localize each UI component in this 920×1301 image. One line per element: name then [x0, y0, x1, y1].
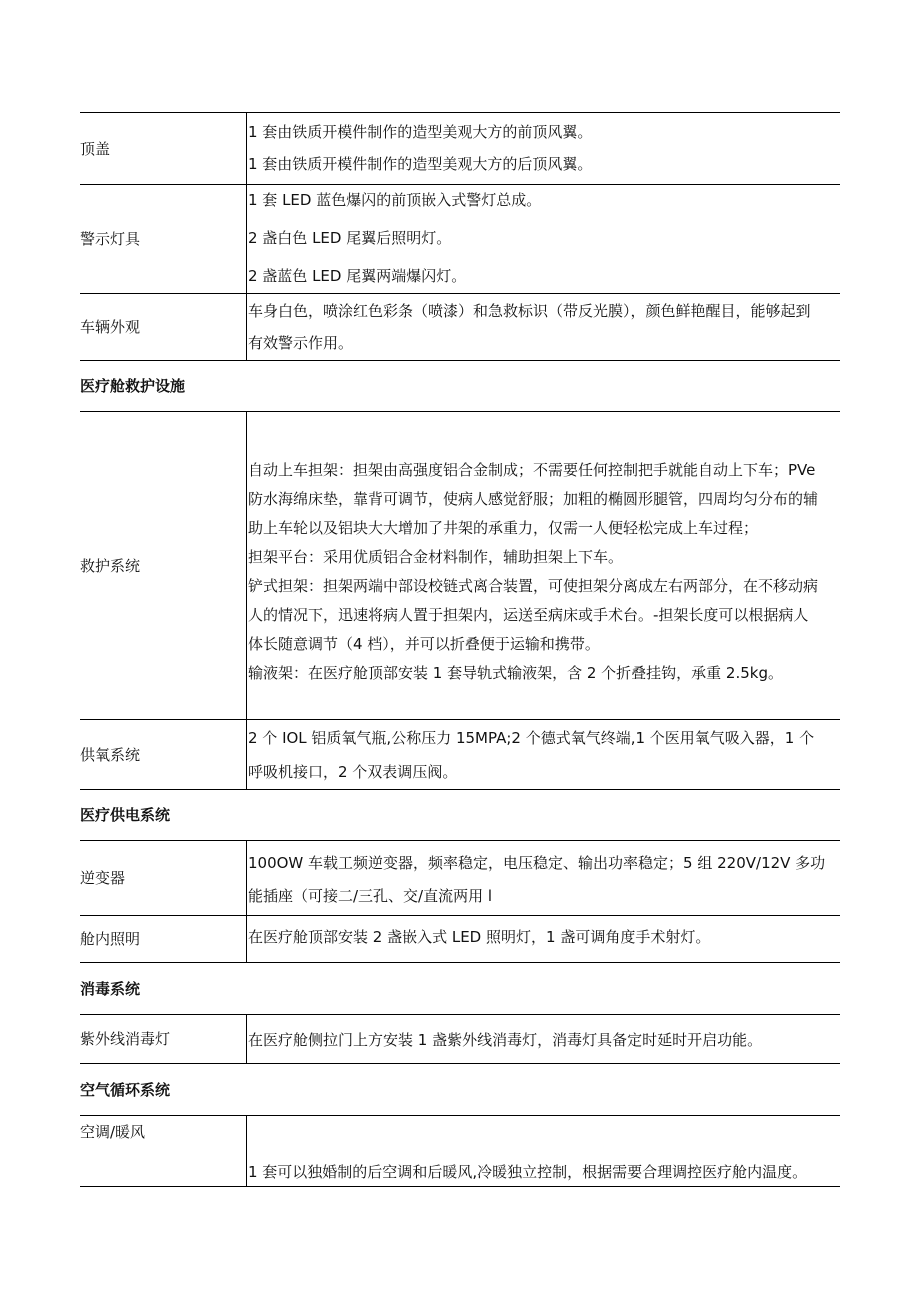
content-line: 铲式担架：担架两端中部设校链式离合装置，可使担架分离成左右两部分，在不移动病 — [248, 577, 819, 595]
row-label: 顶盖 — [80, 113, 247, 184]
table-row-warning-lights — [80, 185, 840, 294]
content-line: 1 套 LED 蓝色爆闪的前顶嵌入式警灯总成。 — [248, 191, 542, 209]
table-row-uv-lamp — [80, 1015, 840, 1064]
section-title-air: 空气循环系统 — [80, 1064, 840, 1116]
row-content — [247, 294, 840, 360]
row-content — [247, 185, 840, 293]
row-content — [247, 113, 840, 184]
row-content — [247, 720, 840, 789]
section-title-power: 医疗供电系统 — [80, 790, 840, 841]
spec-table — [80, 112, 840, 1187]
row-label: 车辆外观 — [80, 294, 247, 360]
row-label: 供氧系统 — [80, 720, 247, 789]
content-line: 助上车轮以及铝块大大增加了井架的承重力，仅需一人便轻松完成上车过程； — [248, 519, 759, 537]
row-label: 警示灯具 — [80, 185, 247, 293]
content-line: 100OW 车载工频逆变器，频率稳定，电压稳定、输出功率稳定；5 组 220V/12V 多功 — [248, 854, 826, 872]
section-title-disinfect: 消毒系统 — [80, 963, 840, 1015]
content-line: 呼吸机接口，2 个双表调压阀。 — [248, 763, 458, 781]
content-line: 防水海绵床垫，靠背可调节，使病人感觉舒服；加粗的椭圆形腿管，四周均匀分布的辅 — [248, 490, 819, 508]
section-title-rescue: 医疗舱救护设施 — [80, 361, 840, 412]
row-label: 空调/暖风 — [80, 1116, 247, 1186]
table-row-cabin-lighting — [80, 916, 840, 963]
content-line: 1 套由铁质开模件制作的造型美观大方的前顶风翼。 — [248, 123, 593, 141]
table-row-oxygen — [80, 720, 840, 790]
content-line: 在医疗舱侧拉门上方安装 1 盏紫外线消毒灯，消毒灯具备定时延时开启功能。 — [248, 1031, 763, 1049]
table-row-rescue-system — [80, 412, 840, 720]
content-line: 担架平台：采用优质铝合金材料制作，辅助担架上下车。 — [248, 548, 624, 566]
content-line: 1 套由铁质开模件制作的造型美观大方的后顶风翼。 — [248, 155, 593, 173]
content-line: 车身白色，喷涂红色彩条（喷漆）和急救标识（带反光膜），颜色鲜艳醒目，能够起到 — [248, 302, 811, 320]
content-line: 2 盏白色 LED 尾翼后照明灯。 — [248, 229, 452, 247]
row-content — [247, 841, 840, 915]
table-row-appearance — [80, 294, 840, 361]
content-line: 输液架：在医疗舱顶部安装 1 套导轨式输液架，含 2 个折叠挂钩，承重 2.5kg。 — [248, 664, 783, 682]
table-row-inverter — [80, 841, 840, 916]
content-line: 能插座（可接二/三孔、交/直流两用 l — [248, 887, 493, 905]
row-label: 救护系统 — [80, 412, 247, 719]
row-content — [247, 1116, 840, 1186]
content-line: 体长随意调节（4 档），并可以折叠便于运输和携带。 — [248, 635, 600, 653]
table-row-air-conditioning — [80, 1116, 840, 1187]
content-line: 自动上车担架：担架由高强度铝合金制成；不需要任何控制把手就能自动上下车；PVe — [248, 461, 816, 479]
content-line: 在医疗舱顶部安装 2 盏嵌入式 LED 照明灯，1 盏可调角度手术射灯。 — [248, 928, 711, 946]
content-line: 1 套可以独婚制的后空调和后暖风,冷暖独立控制，根据需要合理调控医疗舱内温度。 — [248, 1163, 808, 1181]
row-label: 紫外线消毒灯 — [80, 1015, 247, 1063]
row-label: 逆变器 — [80, 841, 247, 915]
content-line: 2 盏蓝色 LED 尾翼两端爆闪灯。 — [248, 267, 467, 285]
row-content — [247, 916, 840, 962]
row-content — [247, 412, 840, 719]
content-line: 2 个 IOL 铝质氧气瓶,公称压力 15MPA;2 个德式氧气终端,1 个医用氧气吸入器，1 个 — [248, 729, 815, 747]
table-row-roof — [80, 113, 840, 185]
row-content — [247, 1015, 840, 1063]
content-line: 人的情况下，迅速将病人置于担架内，运送至病床或手术台。-担架长度可以根据病人 — [248, 606, 809, 624]
content-line: 有效警示作用。 — [248, 334, 354, 352]
row-label: 舱内照明 — [80, 916, 247, 962]
